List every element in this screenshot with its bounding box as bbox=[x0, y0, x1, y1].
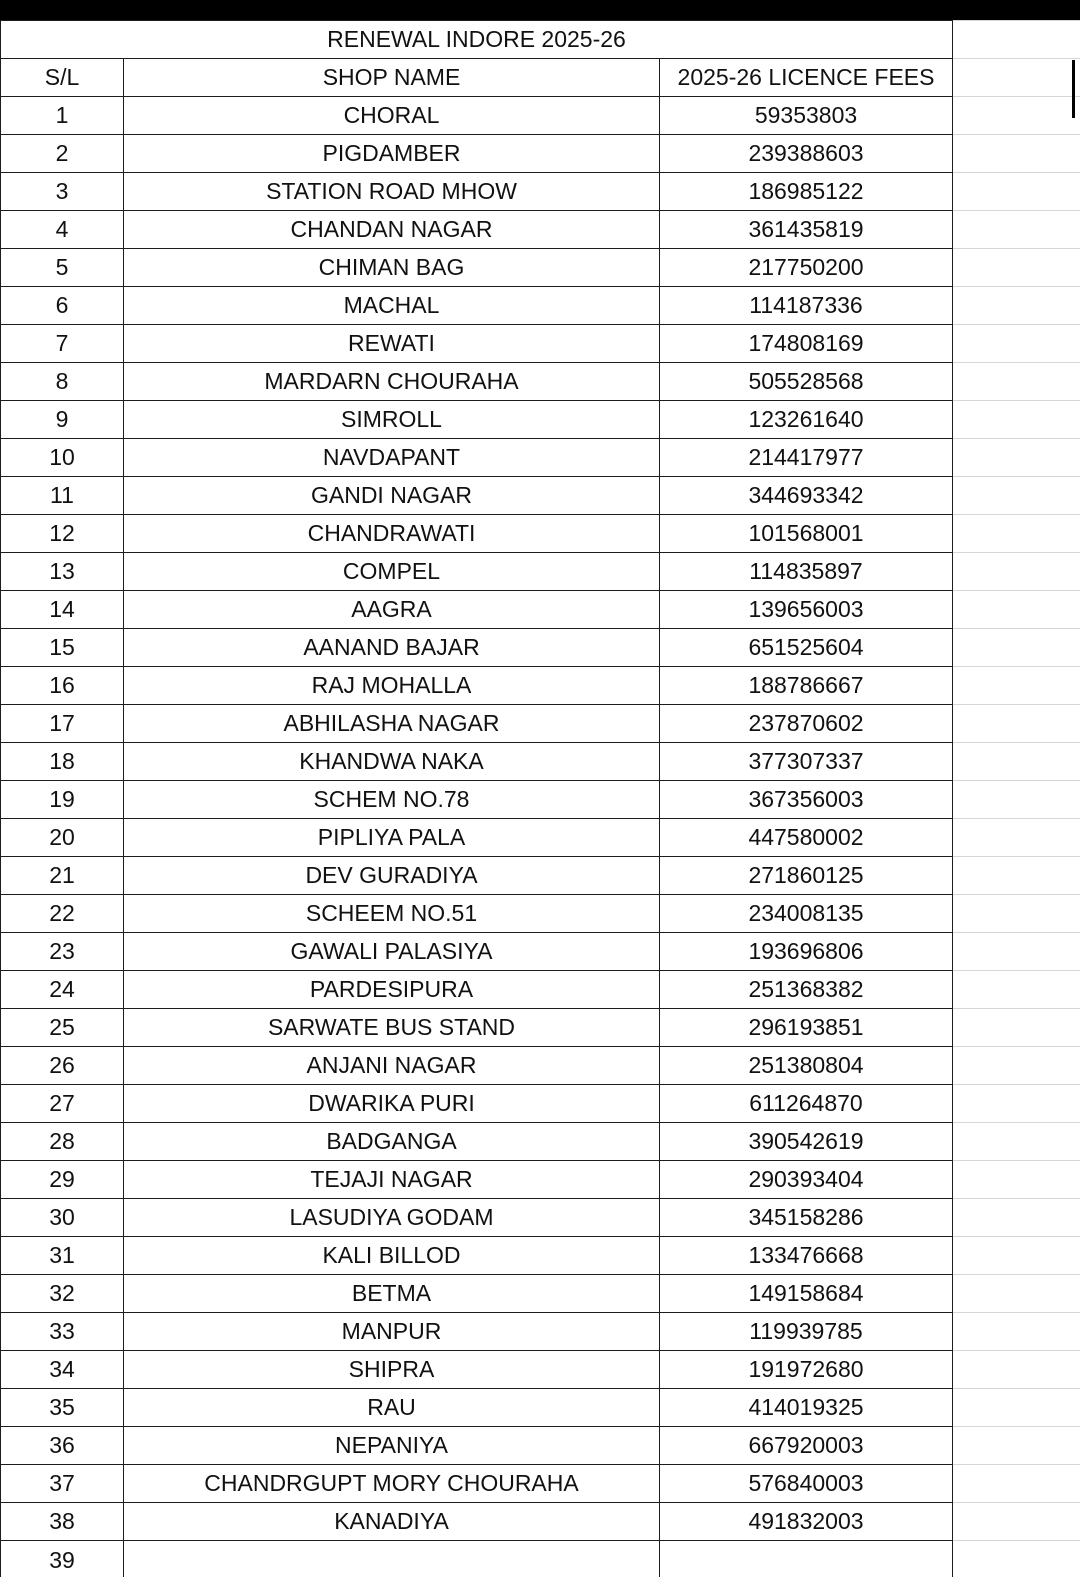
table-title: RENEWAL INDORE 2025-26 bbox=[1, 21, 953, 59]
licence-fees-cell: 214417977 bbox=[660, 439, 953, 477]
sl-cell: 13 bbox=[1, 553, 124, 591]
licence-fees-cell: 123261640 bbox=[660, 401, 953, 439]
empty-cell[interactable] bbox=[953, 1123, 1080, 1161]
empty-cell[interactable] bbox=[953, 553, 1080, 591]
table-row bbox=[1, 705, 1080, 743]
empty-cell[interactable] bbox=[953, 401, 1080, 439]
licence-fees-cell: 414019325 bbox=[660, 1389, 953, 1427]
sl-cell: 33 bbox=[1, 1313, 124, 1351]
header-shop-name: SHOP NAME bbox=[124, 59, 660, 97]
licence-fees-table bbox=[0, 20, 1080, 1577]
sl-cell: 31 bbox=[1, 1237, 124, 1275]
empty-cell[interactable] bbox=[953, 971, 1080, 1009]
sl-cell: 18 bbox=[1, 743, 124, 781]
empty-cell[interactable] bbox=[953, 1313, 1080, 1351]
table-row bbox=[1, 857, 1080, 895]
empty-cell[interactable] bbox=[953, 781, 1080, 819]
shop-name-cell: BADGANGA bbox=[124, 1123, 660, 1161]
sl-cell: 11 bbox=[1, 477, 124, 515]
shop-name-cell: MARDARN CHOURAHA bbox=[124, 363, 660, 401]
sl-cell: 19 bbox=[1, 781, 124, 819]
table-row bbox=[1, 1161, 1080, 1199]
shop-name-cell: KALI BILLOD bbox=[124, 1237, 660, 1275]
empty-cell[interactable] bbox=[953, 629, 1080, 667]
licence-fees-cell: 101568001 bbox=[660, 515, 953, 553]
licence-fees-cell: 174808169 bbox=[660, 325, 953, 363]
table-row bbox=[1, 1275, 1080, 1313]
sl-cell: 10 bbox=[1, 439, 124, 477]
table-row bbox=[1, 1009, 1080, 1047]
shop-name-cell: NAVDAPANT bbox=[124, 439, 660, 477]
empty-cell[interactable] bbox=[953, 1009, 1080, 1047]
licence-fees-cell: 251368382 bbox=[660, 971, 953, 1009]
table-row bbox=[1, 401, 1080, 439]
shop-name-cell: LASUDIYA GODAM bbox=[124, 1199, 660, 1237]
sl-cell: 28 bbox=[1, 1123, 124, 1161]
empty-cell[interactable] bbox=[953, 325, 1080, 363]
shop-name-cell: GANDI NAGAR bbox=[124, 477, 660, 515]
licence-fees-cell: 344693342 bbox=[660, 477, 953, 515]
licence-fees-cell: 234008135 bbox=[660, 895, 953, 933]
table-row bbox=[1, 1503, 1080, 1541]
empty-cell[interactable] bbox=[953, 1237, 1080, 1275]
shop-name-cell: AAGRA bbox=[124, 591, 660, 629]
table-row bbox=[1, 1123, 1080, 1161]
shop-name-cell: STATION ROAD MHOW bbox=[124, 173, 660, 211]
empty-cell[interactable] bbox=[953, 1389, 1080, 1427]
shop-name-cell: MANPUR bbox=[124, 1313, 660, 1351]
table-row bbox=[1, 1237, 1080, 1275]
sl-cell: 6 bbox=[1, 287, 124, 325]
empty-cell[interactable] bbox=[953, 1351, 1080, 1389]
sl-cell: 3 bbox=[1, 173, 124, 211]
shop-name-cell: SCHEM NO.78 bbox=[124, 781, 660, 819]
licence-fees-cell: 59353803 bbox=[660, 97, 953, 135]
title-row bbox=[1, 21, 1080, 59]
shop-name-cell: KHANDWA NAKA bbox=[124, 743, 660, 781]
table-row bbox=[1, 135, 1080, 173]
shop-name-cell: CHORAL bbox=[124, 97, 660, 135]
licence-fees-cell: 345158286 bbox=[660, 1199, 953, 1237]
top-status-bar bbox=[0, 0, 1080, 20]
sl-cell: 24 bbox=[1, 971, 124, 1009]
empty-cell[interactable] bbox=[953, 515, 1080, 553]
shop-name-cell: GAWALI PALASIYA bbox=[124, 933, 660, 971]
table-row bbox=[1, 553, 1080, 591]
licence-fees-cell: 237870602 bbox=[660, 705, 953, 743]
spreadsheet bbox=[0, 20, 1080, 1577]
licence-fees-cell: 290393404 bbox=[660, 1161, 953, 1199]
shop-name-cell: PIGDAMBER bbox=[124, 135, 660, 173]
table-row bbox=[1, 1465, 1080, 1503]
table-row bbox=[1, 249, 1080, 287]
empty-cell[interactable] bbox=[953, 135, 1080, 173]
sl-cell: 39 bbox=[1, 1541, 124, 1577]
empty-cell[interactable] bbox=[953, 1085, 1080, 1123]
shop-name-cell: ABHILASHA NAGAR bbox=[124, 705, 660, 743]
shop-name-cell: MACHAL bbox=[124, 287, 660, 325]
table-row bbox=[1, 1199, 1080, 1237]
shop-name-cell: TEJAJI NAGAR bbox=[124, 1161, 660, 1199]
shop-name-cell: NEPANIYA bbox=[124, 1427, 660, 1465]
sl-cell: 7 bbox=[1, 325, 124, 363]
shop-name-cell: PARDESIPURA bbox=[124, 971, 660, 1009]
table-row bbox=[1, 439, 1080, 477]
sl-cell: 38 bbox=[1, 1503, 124, 1541]
empty-cell[interactable] bbox=[953, 1541, 1080, 1577]
licence-fees-cell: 576840003 bbox=[660, 1465, 953, 1503]
licence-fees-cell[interactable] bbox=[660, 1541, 953, 1577]
sl-cell: 25 bbox=[1, 1009, 124, 1047]
licence-fees-cell: 390542619 bbox=[660, 1123, 953, 1161]
sl-cell: 12 bbox=[1, 515, 124, 553]
table-row bbox=[1, 1427, 1080, 1465]
empty-cell[interactable] bbox=[953, 667, 1080, 705]
shop-name-cell: REWATI bbox=[124, 325, 660, 363]
empty-cell[interactable] bbox=[953, 173, 1080, 211]
sl-cell: 1 bbox=[1, 97, 124, 135]
sl-cell: 23 bbox=[1, 933, 124, 971]
sl-cell: 2 bbox=[1, 135, 124, 173]
sl-cell: 14 bbox=[1, 591, 124, 629]
empty-cell[interactable] bbox=[953, 1199, 1080, 1237]
shop-name-cell: SHIPRA bbox=[124, 1351, 660, 1389]
empty-cell[interactable] bbox=[953, 1161, 1080, 1199]
licence-fees-cell: 367356003 bbox=[660, 781, 953, 819]
sl-cell: 36 bbox=[1, 1427, 124, 1465]
sl-cell: 30 bbox=[1, 1199, 124, 1237]
header-licence-fees: 2025-26 LICENCE FEES bbox=[660, 59, 953, 97]
empty-cell[interactable] bbox=[953, 249, 1080, 287]
table-row bbox=[1, 173, 1080, 211]
licence-fees-cell: 193696806 bbox=[660, 933, 953, 971]
licence-fees-cell: 505528568 bbox=[660, 363, 953, 401]
empty-cell[interactable] bbox=[953, 363, 1080, 401]
licence-fees-cell: 139656003 bbox=[660, 591, 953, 629]
table-row bbox=[1, 1389, 1080, 1427]
empty-cell[interactable] bbox=[953, 1465, 1080, 1503]
table-row bbox=[1, 781, 1080, 819]
sl-cell: 27 bbox=[1, 1085, 124, 1123]
empty-cell[interactable] bbox=[953, 819, 1080, 857]
shop-name-cell: CHANDRGUPT MORY CHOURAHA bbox=[124, 1465, 660, 1503]
shop-name-cell: KANADIYA bbox=[124, 1503, 660, 1541]
licence-fees-cell: 186985122 bbox=[660, 173, 953, 211]
table-row bbox=[1, 743, 1080, 781]
licence-fees-cell: 377307337 bbox=[660, 743, 953, 781]
empty-cell[interactable] bbox=[953, 743, 1080, 781]
empty-cell[interactable] bbox=[953, 211, 1080, 249]
shop-name-cell: DEV GURADIYA bbox=[124, 857, 660, 895]
licence-fees-cell: 361435819 bbox=[660, 211, 953, 249]
sl-cell: 22 bbox=[1, 895, 124, 933]
licence-fees-cell: 611264870 bbox=[660, 1085, 953, 1123]
licence-fees-cell: 251380804 bbox=[660, 1047, 953, 1085]
table-row bbox=[1, 819, 1080, 857]
empty-cell[interactable] bbox=[953, 895, 1080, 933]
shop-name-cell: RAU bbox=[124, 1389, 660, 1427]
licence-fees-cell: 491832003 bbox=[660, 1503, 953, 1541]
empty-cell[interactable] bbox=[953, 705, 1080, 743]
licence-fees-cell: 133476668 bbox=[660, 1237, 953, 1275]
empty-cell[interactable] bbox=[953, 21, 1080, 59]
shop-name-cell: CHANDAN NAGAR bbox=[124, 211, 660, 249]
sl-cell: 4 bbox=[1, 211, 124, 249]
shop-name-cell: COMPEL bbox=[124, 553, 660, 591]
table-row bbox=[1, 363, 1080, 401]
shop-name-cell: AANAND BAJAR bbox=[124, 629, 660, 667]
shop-name-cell: ANJANI NAGAR bbox=[124, 1047, 660, 1085]
sl-cell: 32 bbox=[1, 1275, 124, 1313]
table-row bbox=[1, 971, 1080, 1009]
table-row bbox=[1, 325, 1080, 363]
sl-cell: 17 bbox=[1, 705, 124, 743]
shop-name-cell: CHIMAN BAG bbox=[124, 249, 660, 287]
licence-fees-cell: 447580002 bbox=[660, 819, 953, 857]
sl-cell: 5 bbox=[1, 249, 124, 287]
table-row bbox=[1, 287, 1080, 325]
licence-fees-cell: 191972680 bbox=[660, 1351, 953, 1389]
shop-name-cell: RAJ MOHALLA bbox=[124, 667, 660, 705]
licence-fees-cell: 149158684 bbox=[660, 1275, 953, 1313]
empty-cell[interactable] bbox=[953, 1047, 1080, 1085]
sl-cell: 8 bbox=[1, 363, 124, 401]
sl-cell: 21 bbox=[1, 857, 124, 895]
table-row bbox=[1, 1351, 1080, 1389]
table-row bbox=[1, 1047, 1080, 1085]
licence-fees-cell: 667920003 bbox=[660, 1427, 953, 1465]
shop-name-cell[interactable] bbox=[124, 1541, 660, 1577]
sl-cell: 37 bbox=[1, 1465, 124, 1503]
table-row bbox=[1, 591, 1080, 629]
sl-cell: 34 bbox=[1, 1351, 124, 1389]
table-row-partial bbox=[1, 1541, 1080, 1577]
licence-fees-cell: 119939785 bbox=[660, 1313, 953, 1351]
right-edge-marker bbox=[1072, 60, 1075, 118]
table-row bbox=[1, 1313, 1080, 1351]
licence-fees-cell: 114835897 bbox=[660, 553, 953, 591]
shop-name-cell: CHANDRAWATI bbox=[124, 515, 660, 553]
shop-name-cell: SARWATE BUS STAND bbox=[124, 1009, 660, 1047]
sl-cell: 9 bbox=[1, 401, 124, 439]
empty-cell[interactable] bbox=[953, 1275, 1080, 1313]
table-row bbox=[1, 895, 1080, 933]
empty-cell[interactable] bbox=[953, 933, 1080, 971]
shop-name-cell: BETMA bbox=[124, 1275, 660, 1313]
licence-fees-cell: 217750200 bbox=[660, 249, 953, 287]
table-row bbox=[1, 97, 1080, 135]
table-row bbox=[1, 933, 1080, 971]
sl-cell: 26 bbox=[1, 1047, 124, 1085]
licence-fees-cell: 271860125 bbox=[660, 857, 953, 895]
header-sl: S/L bbox=[1, 59, 124, 97]
empty-cell[interactable] bbox=[953, 439, 1080, 477]
table-row bbox=[1, 515, 1080, 553]
sl-cell: 15 bbox=[1, 629, 124, 667]
empty-cell[interactable] bbox=[953, 287, 1080, 325]
empty-cell[interactable] bbox=[953, 1503, 1080, 1541]
header-row bbox=[1, 59, 1080, 97]
shop-name-cell: SIMROLL bbox=[124, 401, 660, 439]
empty-cell[interactable] bbox=[953, 59, 1080, 97]
licence-fees-cell: 114187336 bbox=[660, 287, 953, 325]
table-row bbox=[1, 667, 1080, 705]
licence-fees-cell: 239388603 bbox=[660, 135, 953, 173]
sl-cell: 20 bbox=[1, 819, 124, 857]
shop-name-cell: PIPLIYA PALA bbox=[124, 819, 660, 857]
table-row bbox=[1, 629, 1080, 667]
sl-cell: 35 bbox=[1, 1389, 124, 1427]
sl-cell: 29 bbox=[1, 1161, 124, 1199]
empty-cell[interactable] bbox=[953, 591, 1080, 629]
table-row bbox=[1, 1085, 1080, 1123]
sl-cell: 16 bbox=[1, 667, 124, 705]
licence-fees-cell: 651525604 bbox=[660, 629, 953, 667]
licence-fees-cell: 296193851 bbox=[660, 1009, 953, 1047]
table-row bbox=[1, 477, 1080, 515]
licence-fees-cell: 188786667 bbox=[660, 667, 953, 705]
table-row bbox=[1, 211, 1080, 249]
empty-cell[interactable] bbox=[953, 97, 1080, 135]
empty-cell[interactable] bbox=[953, 477, 1080, 515]
shop-name-cell: SCHEEM NO.51 bbox=[124, 895, 660, 933]
empty-cell[interactable] bbox=[953, 857, 1080, 895]
empty-cell[interactable] bbox=[953, 1427, 1080, 1465]
shop-name-cell: DWARIKA PURI bbox=[124, 1085, 660, 1123]
